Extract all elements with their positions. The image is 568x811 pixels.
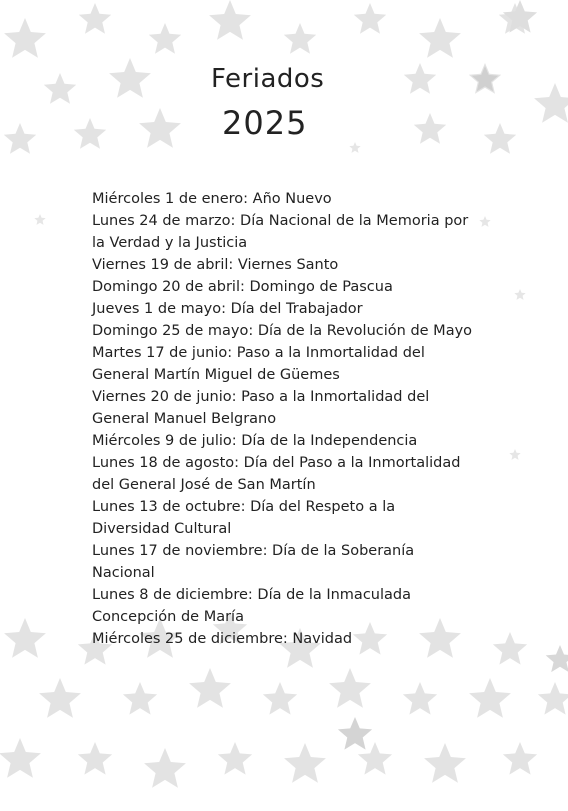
holiday-item: Lunes 13 de octubre: Día del Respeto a la Diversidad Cultural	[92, 499, 396, 537]
holiday-item: Lunes 18 de agosto: Día del Paso a la Inmortalidad del General José de San Martín	[92, 455, 461, 493]
holiday-item: Lunes 8 de diciembre: Día de la Inmaculada Concepción de María	[92, 587, 411, 625]
holiday-item: Jueves 1 de mayo: Día del Trabajador	[92, 301, 363, 317]
page-title: Feriados	[211, 64, 325, 94]
holiday-item: Domingo 20 de abril: Domingo de Pascua	[92, 279, 393, 295]
page-year: 2025	[222, 104, 308, 142]
holiday-item: Lunes 24 de marzo: Día Nacional de la Memoria por la Verdad y la Justicia	[92, 213, 469, 251]
holiday-item: Miércoles 25 de diciembre: Navidad	[92, 631, 353, 647]
holiday-item: Domingo 25 de mayo: Día de la Revolución de Mayo	[92, 323, 473, 339]
holiday-list	[92, 188, 477, 650]
holiday-item: Miércoles 1 de enero: Año Nuevo	[92, 191, 332, 207]
holiday-item: Miércoles 9 de julio: Día de la Independencia	[92, 433, 418, 449]
holiday-item: Viernes 20 de junio: Paso a la Inmortalidad del General Manuel Belgrano	[92, 389, 430, 427]
holiday-item: Lunes 17 de noviembre: Día de la Soberanía Nacional	[92, 543, 415, 581]
holiday-item: Martes 17 de junio: Paso a la Inmortalidad del General Martín Miguel de Güemes	[92, 345, 425, 383]
holiday-item: Viernes 19 de abril: Viernes Santo	[92, 257, 339, 273]
